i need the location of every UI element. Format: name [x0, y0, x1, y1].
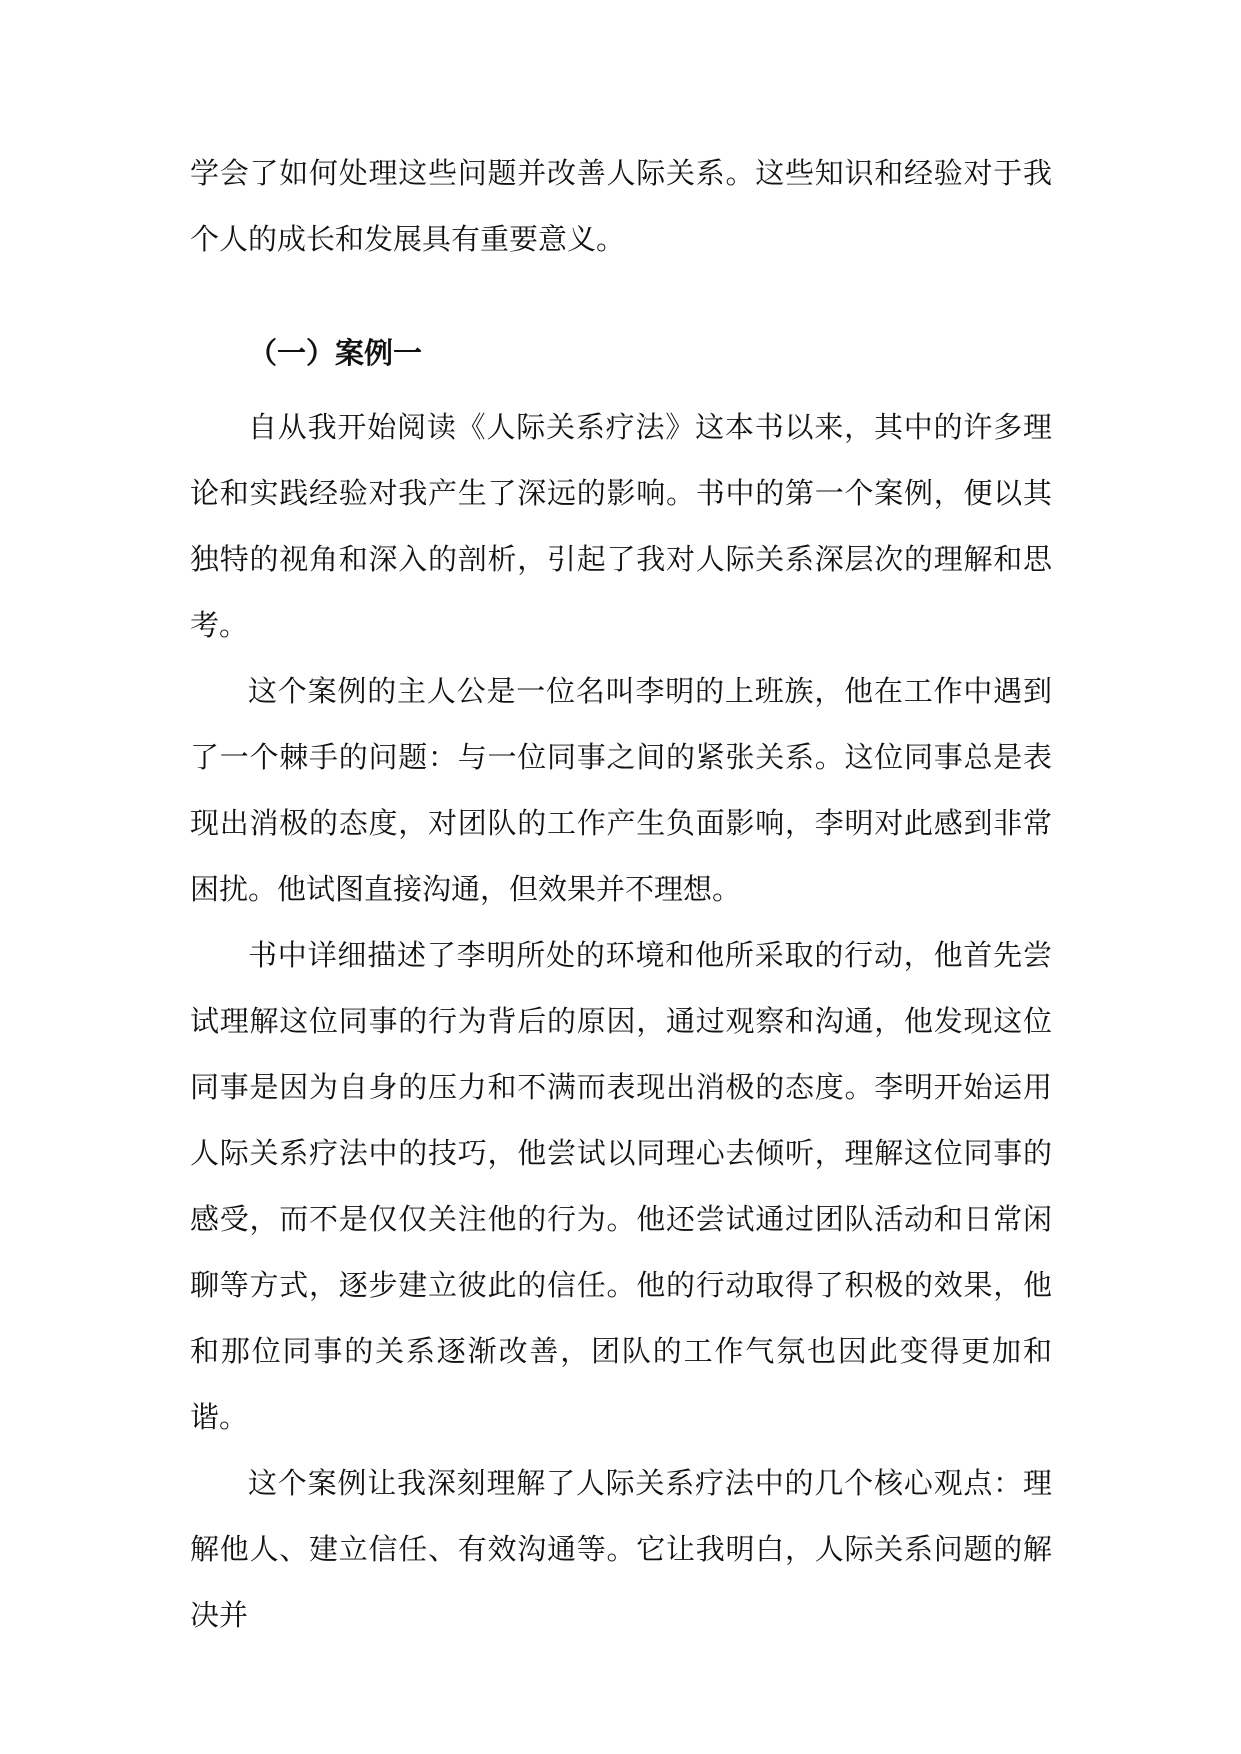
- body-paragraph: 书中详细描述了李明所处的环境和他所采取的行动，他首先尝试理解这位同事的行为背后的原因，通过观察和沟通，他发现这位同事是因为自身的压力和不满而表现出消极的态度。李明开始运用人际关系疗法中的技巧，他尝试以同理心去倾听，理解这位同事的感受，而不是仅仅关注他的行为。他还尝试通过团队活动和日常闲聊等方式，逐步建立彼此的信任。他的行动取得了积极的效果，他和那位同事的关系逐渐改善，团队的工作气氛也因此变得更加和谐。: [190, 938, 1052, 1434]
- body-paragraph: 这个案例的主人公是一位名叫李明的上班族，他在工作中遇到了一个棘手的问题：与一位同事之间的紧张关系。这位同事总是表现出消极的态度，对团队的工作产生负面影响，李明对此感到非常困扰。他试图直接沟通，但效果并不理想。: [190, 674, 1052, 906]
- section-heading-case-one: （一）案例一: [248, 336, 423, 370]
- continued-paragraph: 学会了如何处理这些问题并改善人际关系。这些知识和经验对于我个人的成长和发展具有重要意义。: [190, 156, 1052, 256]
- document-body: [190, 140, 1052, 1648]
- body-paragraph: 这个案例让我深刻理解了人际关系疗法中的几个核心观点：理解他人、建立信任、有效沟通等。它让我明白，人际关系问题的解决并: [190, 1466, 1052, 1632]
- body-paragraph: 自从我开始阅读《人际关系疗法》这本书以来，其中的许多理论和实践经验对我产生了深远的影响。书中的第一个案例，便以其独特的视角和深入的剖析，引起了我对人际关系深层次的理解和思考。: [190, 410, 1052, 642]
